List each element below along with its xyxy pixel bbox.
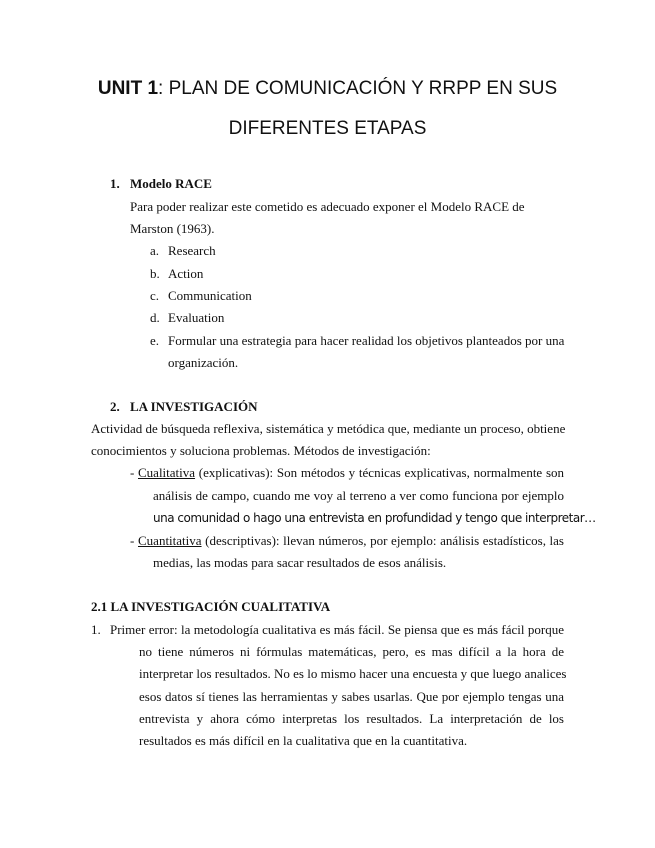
list-item-research: Research (168, 243, 216, 258)
section-1-paragraph-line-1: Para poder realizar este cometido es adecuado exponer el Modelo RACE de (130, 199, 525, 214)
bullet-dash: - (130, 465, 135, 480)
bullet-cualitativa-text: (explicativas): Son métodos y técnicas explicativas, normalmente son (195, 465, 564, 480)
item-number: 1. (91, 622, 101, 637)
list-item-formular: Formular una estrategia para hacer realidad los objetivos planteados por una (168, 333, 565, 348)
bullet-cualitativa-line-3: una comunidad o hago una entrevista en profundidad y tengo que interpretar… (153, 511, 596, 525)
section-1-number: 1. (110, 176, 120, 191)
list-item-marker: c. (150, 288, 160, 303)
section-2-heading: LA INVESTIGACIÓN (130, 399, 258, 414)
list-item-marker: d. (150, 310, 160, 325)
item-line-6: resultados es más difícil en la cualitativa que en la cuantitativa. (139, 733, 468, 748)
list-item-marker: a. (150, 243, 160, 258)
bullet-cuantitativa-line-1 (138, 530, 564, 552)
title-unit-label: UNIT 1 (97, 78, 159, 99)
list-item-formular-continued: organización. (168, 355, 239, 370)
item-line-4: esos datos sí tienes las herramientas y sabes usarlas. Que por ejemplo tengas una (139, 689, 564, 704)
section-2-paragraph-line-1: Actividad de búsqueda reflexiva, sistemática y metódica que, mediante un proceso, obtiene (91, 421, 566, 436)
bullet-cuantitativa-text: (descriptivas): llevan números, por ejemplo: análisis estadísticos, las (201, 533, 564, 548)
term-cuantitativa: Cuantitativa (138, 533, 202, 548)
document-title-line-2: DIFERENTES ETAPAS (228, 118, 427, 139)
bullet-dash: - (130, 533, 135, 548)
section-1-heading: Modelo RACE (130, 176, 212, 191)
list-item-marker: b. (150, 266, 160, 281)
term-cualitativa: Cualitativa (138, 465, 196, 480)
list-item-communication: Communication (168, 288, 252, 303)
item-line-2: no tiene números ni fórmulas matemáticas, pero, es mas difícil a la hora de (139, 644, 564, 659)
item-line-5: entrevista y ahora cómo interpretas los resultados. La interpretación de los (139, 711, 564, 726)
list-item-action: Action (168, 266, 204, 281)
section-2-paragraph-line-2: conocimientos y soluciona problemas. Métodos de investigación: (91, 443, 431, 458)
section-2-1-heading: 2.1 LA INVESTIGACIÓN CUALITATIVA (91, 599, 331, 614)
bullet-cuantitativa-line-2: medias, las modas para sacar resultados de esos análisis. (153, 555, 447, 570)
title-text: : PLAN DE COMUNICACIÓN Y RRPP EN SUS (158, 78, 558, 99)
item-line-3: interpretar los resultados. No es lo mismo hacer una encuesta y que luego analices (139, 666, 567, 681)
item-line-1: Primer error: la metodología cualitativa es más fácil. Se piensa que es más fácil porque (110, 622, 564, 637)
bullet-cualitativa-line-2: análisis de campo, cuando me voy al terreno a ver como funciona por ejemplo (153, 488, 564, 503)
list-item-marker: e. (150, 333, 160, 348)
bullet-cualitativa-line-1 (138, 462, 564, 484)
document-title-line-1 (0, 78, 655, 100)
list-item-evaluation: Evaluation (168, 310, 225, 325)
section-2-number: 2. (110, 399, 120, 414)
section-1-paragraph-line-2: Marston (1963). (130, 221, 215, 236)
